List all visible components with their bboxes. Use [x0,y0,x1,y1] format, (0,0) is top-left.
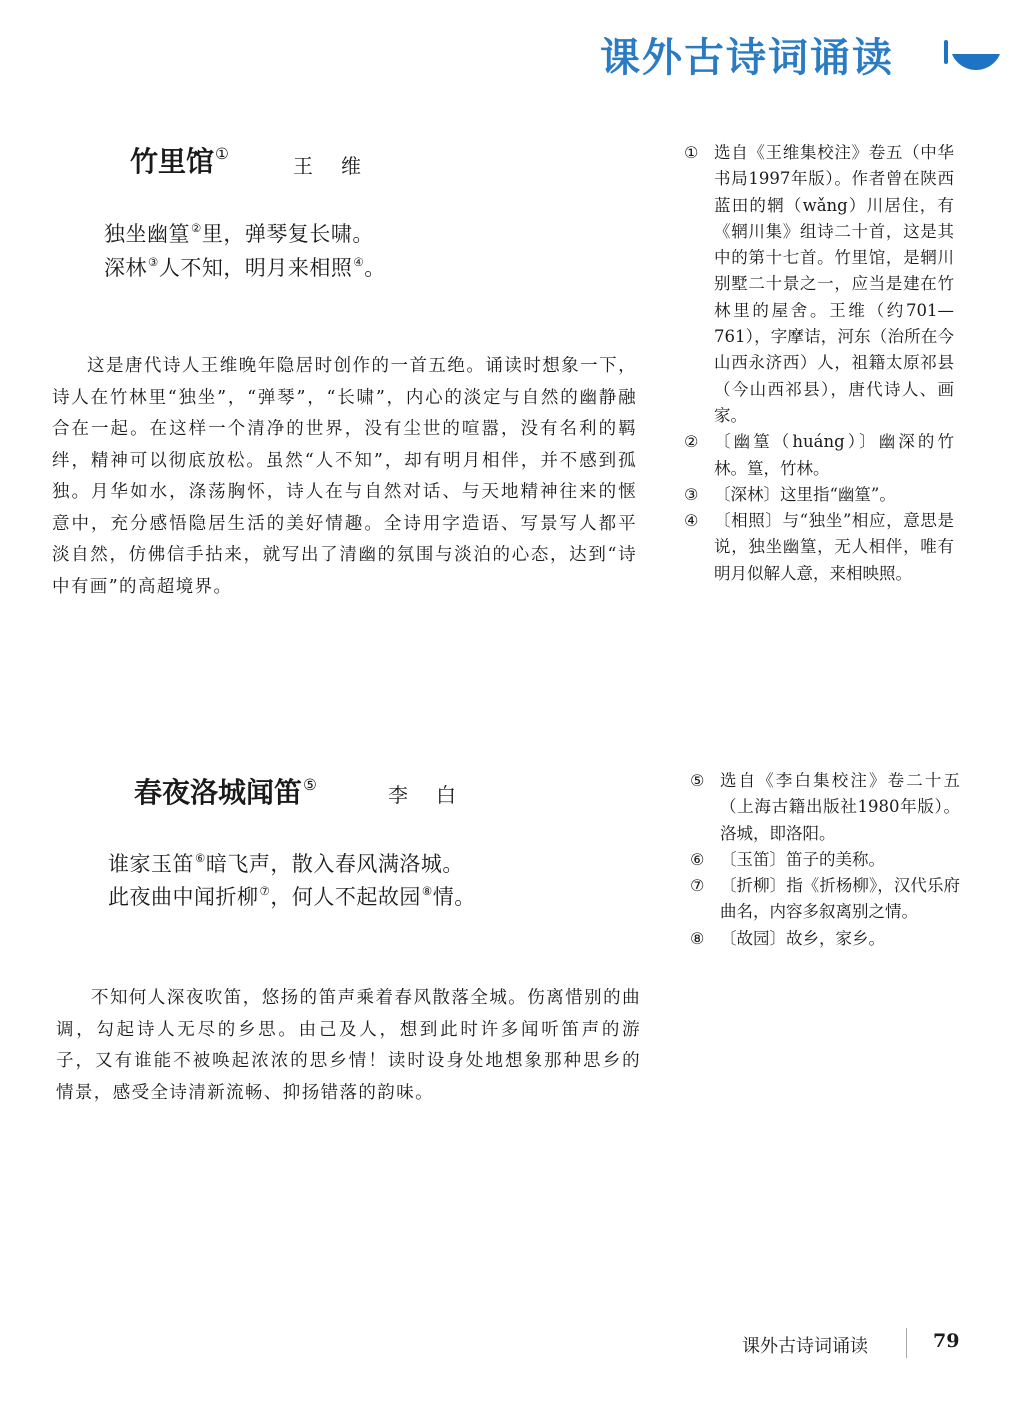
footnote: ④ 〔相照〕与“独坐”相应，意思是说，独坐幽篁，无人相伴，唯有明月似解人意，来相映照。 [684,511,954,583]
footnote: ⑥ 〔玉笛〕笛子的美称。 [690,849,885,869]
footnotes [690,768,960,952]
poem-title: 竹里馆① [130,144,229,178]
poem-line: 独坐幽篁②里，弹琴复长啸。 [104,220,374,246]
section-title: 课外古诗词诵读 [600,35,894,81]
poem-title: 春夜洛城闻笛⑤ [134,775,317,809]
poem-commentary: 这是唐代诗人王维晚年隐居时创作的一首五绝。诵读时想象一下，诗人在竹林里“独坐”，“弹琴”，“长啸”，内心的淡定与自然的幽静融合在一起。在这样一个清净的世界，没有尘世的喧嚣，没有名利的羁绊，精神可以彻底放松。虽然“人不知”，却有明月相伴，并不感到孤独。月华如水，涤荡胸怀，诗人在与自然对话、与天地精神往来的惬意中，充分感悟隐居生活的美好情趣。全诗用字造语、写景写人都平淡自然，仿佛信手拈来，就写出了清幽的氛围与淡泊的心态，达到“诗中有画”的高超境界。 [52,356,637,597]
footnote-marker: ⑧ [421,883,433,898]
poem-commentary: 不知何人深夜吹笛，悠扬的笛声乘着春风散落全城。伤离惜别的曲调，勾起诗人无尽的乡思。由己及人，想到此时许多闻听笛声的游子，又有谁能不被唤起浓浓的思乡情！读时设身处地想象那种思乡的情景，感受全诗清新流畅、抑扬错落的韵味。 [56,988,641,1103]
footnote: ⑧ 〔故园〕故乡，家乡。 [690,928,885,948]
footnote: ③ 〔深林〕这里指“幽篁”。 [684,484,896,504]
footnote-marker: ③ [148,254,159,269]
footer-divider [906,1328,907,1358]
footnote-marker: ② [191,220,202,235]
footnote-marker: ④ [353,254,365,269]
footnote-marker: ⑦ [259,883,271,898]
page-number: 79 [933,1330,960,1352]
footnote-marker: ⑤ [303,775,317,794]
footer-section-label: 课外古诗词诵读 [742,1336,868,1357]
poem-line: 此夜曲中闻折柳⑦，何人不起故园⑧情。 [108,883,476,909]
footnote-marker: ① [215,144,229,163]
footnotes [684,140,954,587]
footnote: ⑤ 选自《李白集校注》卷二十五（上海古籍出版社1980年版）。洛城，即洛阳。 [690,771,960,843]
footnote: ⑦ 〔折柳〕指《折杨柳》，汉代乐府曲名，内容多叙离别之情。 [690,876,960,922]
poem-author: 王维 [293,154,389,178]
poem-author: 李白 [388,783,484,807]
footnote-marker: ⑥ [195,850,206,865]
poem-line: 谁家玉笛⑥暗飞声，散入春风满洛城。 [108,850,464,876]
footnote: ① 选自《王维集校注》卷五（中华书局1997年版）。作者曾在陕西蓝田的辋（wǎng）川居住，有《辋川集》组诗二十首，这是其中的第十七首。竹里馆，是辋川别墅二十景之一，应当是建在竹林里的屋舍。王维（约701—761），字摩诘，河东（治所在今山西永济西）人，祖籍太原祁县（今山西祁县），唐代诗人、画家。 [684,143,954,425]
header-tab-decoration [950,36,1002,70]
header-tab-edge [944,40,948,64]
poem-line: 深林③人不知，明月来相照④。 [104,254,386,280]
footnote: ② 〔幽篁（huáng）〕幽深的竹林。篁，竹林。 [684,432,954,478]
